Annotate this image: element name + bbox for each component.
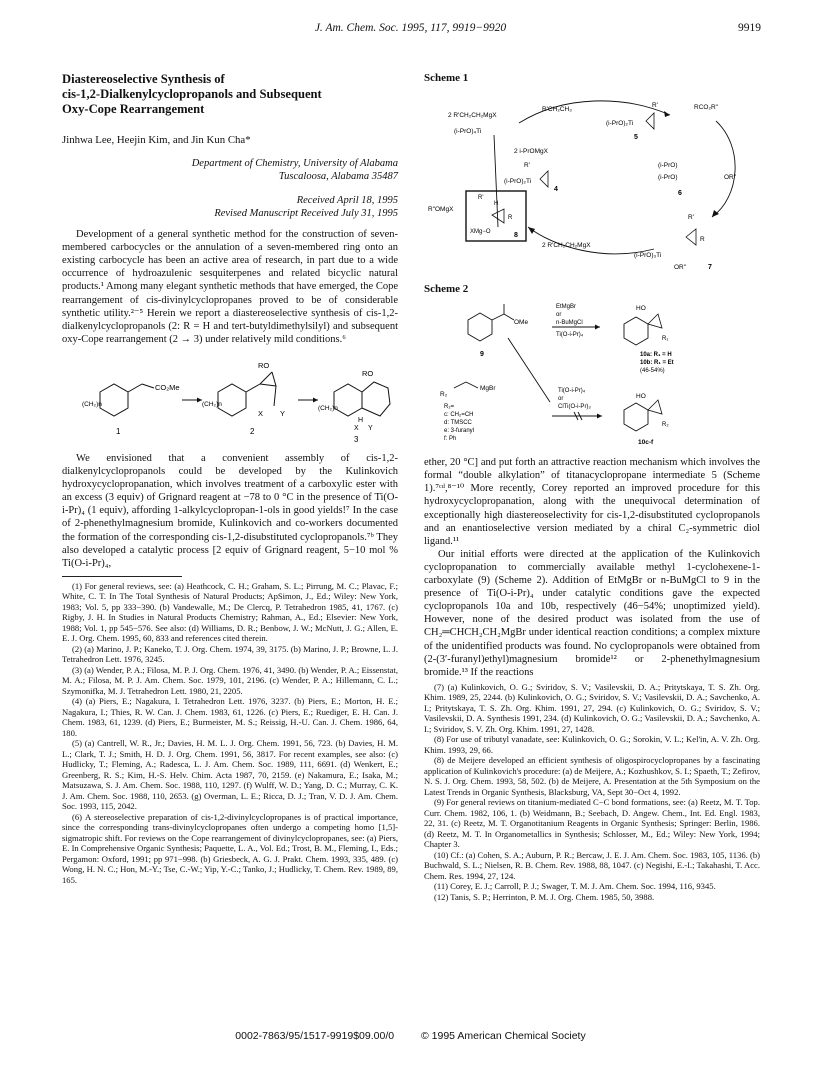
r-prime-c: R' (478, 195, 484, 202)
h-label-3: H (358, 416, 364, 424)
r2-definition: R₂= (444, 404, 455, 411)
y-label-3: Y (368, 424, 373, 432)
footnote: (9) For general reviews on titanium-mediated C−C bond formations, see: (a) Reetz, M. T. Top. Curr. Chem. 1982, 106, 1. (b) Weidmann, B.; Seebach, D. Angew. Chem., Int. Ed. Engl. 1983, 22, 31. (c) Reetz, M. T. Organotitanium Reagents in Organic Synthesis; Springer: Berlin, 1986. (d) Reetz, M. T. In Organometallics in Synthesis; Schlosser, M., Ed.; Wiley: New York, 1994; Chapter 3. (424, 797, 760, 850)
copyright: © 1995 American Chemical Society (421, 1030, 586, 1042)
footnote-rule (62, 576, 182, 577)
paragraph-4: Our initial efforts were directed at the application of the Kulinkovich cyclopropanation to commercially available methyl 1-cyclohexene-1-carboxylate (9) (Scheme 2). Addition of EtMgBr or n-BuMgCl to 9 in the presence of Ti(O-i-Pr)₄ under catalytic conditions gave the expected cyclopropanols 10a and 10b, respectively (46−54%; unoptimized yield). However, none of the desired product was isolated from the use of CH₂═CHCH₂CH₂MgBr under identical reaction conditions; a complex mixture of the unidentified products was found. No cyclopropanols were obtained from (2-(3′-furanyl)ethyl)magnesium bromide¹² or 2-phenethylmagnesium bromide.¹³ If the reactions (424, 548, 760, 678)
alkoxy-group-7: OR" (674, 264, 687, 272)
ro-label: RO (258, 360, 270, 370)
title-line-3: Oxy-Cope Rearrangement (62, 102, 205, 116)
r-label-7: R (700, 236, 705, 244)
ch2n-label-2: (CH₂)n (202, 400, 222, 408)
footnote: (6) A stereoselective preparation of cis-1,2-divinylcyclopropanes is of practical importance, since the corresponding trans-divinylcyclopropanes often undergo a competing homo [1,5]-sigmatropic shift. For reviews on the Cope rearrangement of divinylcyclopropanes, see: (a) Piers, E. In Comprehensive Organic Synthesis; Paquette, L. A., Vol. Ed.; Trost, B. M., Fleming, I., Eds.; Pergamon: Oxford, 1991; pp 971−998. (b) Griesbeck, A. G. J. Prakt. Chem. 1993, 335, 489. (c) Wong, H. N. C.; Hon, M.-Y.; Tse, C.-W.; Yip, Y.-C.; Tanko, J.; Hudlicky, T. Chem. Rev. 1989, 89, 165. (62, 811, 398, 885)
title-line-1: Diastereoselective Synthesis of (62, 72, 225, 86)
scheme-2 (424, 298, 760, 448)
footnote: (1) For general reviews, see: (a) Heathcock, C. H.; Graham, S. L.; Pirrung, M. C.; Plavac, F.; White, C. T. In The Total Synthesis of Natural Products; ApSimon, J., Ed.; Wiley: New York, 1983; Vol. 5, pp 333−390. (b) Vandewalle, M.; De Clercq, P. Tetrahedron 1985, 41, 1767. (c) Rigby, J. H. In Studies in Natural Products Chemistry; Rahman, A., Ed.; Elsevier: New York, 1988; Vol. 1, pp 545−576. See also: (d) Williams, D. R.; Benbow, J. W.; McNutt, J. G.; Allen, E. E. J. Org. Chem. 1995, 60, 833 and references cited therein. (62, 580, 398, 644)
titanacyclopropane: (i-PrO)₂Ti (606, 120, 634, 128)
compound-2 (202, 361, 285, 436)
titanium-alkoxide-7: (i-PrO)₃Ti (634, 252, 662, 260)
alkoxy-group: OR" (724, 174, 737, 182)
r-label: R (508, 215, 513, 222)
y-label: Y (280, 408, 286, 418)
compound-7-number: 7 (708, 264, 712, 272)
paragraph-1: Development of a general synthetic method for the construction of seven-membered carbocycles or the annulation of a seven-membered ring onto an existing carbocycle has been an active area of research, in part due to a wide occurrence of hydroazulenic sesquiterpenes and related bicyclic natural products.¹ Among many elegant synthetic methods that have emerged, the Cope rearrangement of cis-divinylcyclopropanes proved to be of considerable synthetic utility.²⁻⁵ Herein we report a diastereoselective synthesis of cis-1,2-dialkenylcyclopropanols (2: R = H and tert-butyldimethylsilyl) and subsequent oxy-Cope rearrangement (2 → 3) under relatively mild conditions.⁶ (62, 229, 398, 345)
footnote: (12) Tanis, S. P.; Herrinton, P. M. J. Org. Chem. 1985, 50, 3988. (434, 891, 655, 902)
compound-5-number: 5 (634, 134, 638, 142)
footnote: (4) (a) Piers, E.; Nagakura, I. Tetrahedron Lett. 1976, 3237. (b) Piers, E.; Morton, H. E.; Nagakura, I.; Thies, R. W. Can. J. Chem. 1983, 61, 1226. (c) Piers, E.; Ruediger, E. H. Can. J. Chem. 1983, 61, 1239. (d) Piers, E.; Burmeister, M. S.; Reissig, H.-U. Can. J. Chem. 1986, 64, 180. (62, 696, 398, 738)
compound-1 (82, 383, 180, 436)
condition-bumgcl: n-BuMgCl (556, 320, 583, 327)
grignard-reagent-2: 2 R'CH₂CH₂MgX (542, 242, 591, 250)
paragraph-3: ether, 20 °C] and put forth an attractive reaction mechanism which involves the formal “double alkylation” of titanacyclopropane intermediate 5 (Scheme 1).⁷ᶜᵈ,⁸⁻¹⁰ More recently, Corey reported an improved procedure for this hydroxycyclopropanation, along with the unequivocal determination of exceptionally high diastereoselectivity for cis-1,2-disubstituted cyclopropanols and an enantioselective version mediated by a chiral C₂-symmetric diol ligand.¹¹ (424, 457, 760, 547)
affiliation-line-1: Department of Chemistry, University of Alabama (191, 158, 398, 170)
condition-clti: ClTi(O-i-Pr)₃ (558, 404, 591, 411)
title-line-2: cis-1,2-Dialkenylcyclopropanols and Subsequent (62, 87, 322, 101)
substituent-c: c: CH₂=CH (444, 412, 474, 419)
product-10b: 10b: R₁ = Et (640, 360, 674, 367)
left-column (62, 72, 398, 885)
footnote: (8) For use of tributyl vanadate, see: Kulinkovich, O. G.; Sorokin, V. L.; Kel'in, A. V. Zh. Org. Khim. 1993, 29, 66. (424, 734, 760, 755)
authors: Jinhwa Lee, Heejin Kim, and Jin Kun Cha* (62, 134, 251, 146)
co2me-label: CO₂Me (155, 382, 180, 392)
revised-date: Revised Manuscript Received July 31, 1995 (214, 208, 398, 220)
compound-4-number: 4 (554, 186, 558, 194)
running-header (60, 22, 761, 38)
r-prime-a: R' (652, 102, 658, 110)
received-dates (62, 194, 398, 220)
alkane-byproduct: R'CH₂CH₃ (542, 106, 572, 114)
compound-6-number: 6 (678, 190, 682, 198)
x-label-3: X (354, 424, 359, 432)
hydroxy-label-2: HO (636, 393, 646, 401)
ch2n-label: (CH₂)n (82, 400, 102, 408)
byproduct-iprmgx: 2 i-PrOMgX (514, 148, 548, 156)
substituent-e: e: 3-furanyl (444, 428, 475, 435)
footnotes-right (424, 682, 760, 903)
condition-etmgbr: EtMgBr (556, 304, 577, 311)
article-title (62, 72, 398, 117)
affiliation (62, 157, 398, 183)
footnote: (2) (a) Marino, J. P.; Kaneko, T. J. Org. Chem. 1974, 39, 3175. (b) Marino, J. P.; Browne, L. J. Tetrahedron Lett. 1976, 3245. (62, 643, 398, 665)
footnote: (8) de Meijere developed an efficient synthesis of oligospirocyclopropanes by a fascinating application of Kulinkovich's procedure: (a) de Meijere, A.; Kozhushkov, S. I.; Spaeth, T.; Zefirov, N. S. J. Org. Chem. 1993, 58, 502. (b) de Meijere, A. Presentation at the 5th Symposium on the Latest Trends in Organic Synthesis, Blacksburg, VA, Sept 30−Oct 4, 1992. (424, 755, 760, 797)
compound-1-number: 1 (116, 426, 121, 436)
condition-ti-2: Ti(O-i-Pr)₄ (558, 388, 586, 395)
affiliation-line-2: Tuscaloosa, Alabama 35487 (278, 171, 398, 183)
footnote: (10) Cf.: (a) Cohen, S. A.; Auburn, P. R.; Bercaw, J. E. J. Am. Chem. Soc. 1983, 105, 1136. (b) Buchwald, S. L.; Nielsen, R. B. Chem. Rev. 1988, 88, 1047. (c) Negishi, E.-I.; Takahashi, T. Acc. Chem. Res. 1994, 27, 124. (424, 849, 760, 881)
page-footer (0, 1030, 821, 1042)
alkoxide-byproduct: R"OMgX (428, 206, 454, 214)
right-column (424, 72, 760, 902)
scheme-2-label: Scheme 2 (424, 283, 469, 296)
yield-label: (46-54%) (640, 368, 665, 375)
titanacycle-4: (i-PrO)₂Ti (504, 178, 532, 186)
h-label: H (494, 201, 499, 208)
page-number: 9919 (738, 22, 761, 34)
footnote: (3) (a) Wender, P. A.; Filosa, M. P. J. Org. Chem. 1976, 41, 3490. (b) Wender, P. A.; Eissenstat, M. A.; Filosa, M. P. J. Am. Chem. Soc. 1979, 101, 2196. (c) Wender, P. A.; Hillemann, C. L.; Szymonifka, M. J. Tetrahedron Lett. 1980, 21, 2205. (62, 664, 398, 696)
methoxy-label: OMe (514, 319, 529, 327)
r2-label: R₂ (440, 391, 448, 399)
ti-reagent: (i-PrO)₄Ti (454, 128, 482, 136)
mgbr-label: MgBr (480, 385, 496, 393)
footnote: (11) Corey, E. J.; Carroll, P. J.; Swager, T. M. J. Am. Chem. Soc. 1994, 116, 9345. (434, 881, 716, 892)
hydroxy-label: HO (636, 305, 646, 313)
ti-ligand-b: (i-PrO) (658, 174, 678, 182)
condition-or-1: or (556, 312, 562, 319)
ro-label-3: RO (362, 368, 374, 378)
journal-citation: J. Am. Chem. Soc. 1995, 117, 9919−9920 (314, 22, 507, 34)
magnesium-alkoxide: XMg−O (470, 229, 491, 236)
product-10a: 10a: R₁ = H (640, 352, 672, 359)
compound-3 (318, 369, 390, 444)
compound-3-number: 3 (354, 434, 359, 444)
footnote: (7) (a) Kulinkovich, O. G.; Sviridov, S. V.; Vasilevskii, D. A.; Pritytskaya, T. S. Zh. Org. Khim. 1989, 25, 2244. (b) Kulinkovich, O. G.; Sviridov, S. V.; Vasilevskii, D. A.; Savchenko, A. I.; Pritytskaya, T. S. Zh. Org. Khim. 1991, 27, 294. (c) Kulinkovich, O. G.; Sviridov, S. V.; Vasilevskii, D. A. Synthesis 1991, 234. (d) Kulinkovich, O. G.; Vasilevskii, D. A.; Savchenko, A. I.; Sviridov, S. V. Zh. Org. Khim. 1991, 27, 1428. (424, 681, 760, 734)
r2-label-product: R₂ (662, 422, 669, 429)
x-label: X (258, 408, 264, 418)
substituent-d: d: TMSCC (444, 420, 472, 427)
article-code: 0002-7863/95/1517-9919$09.00/0 (235, 1030, 395, 1042)
footnotes-left (62, 581, 398, 886)
compound-8-number: 8 (514, 232, 518, 240)
substituent-f: f: Ph (444, 436, 457, 443)
main-scheme (62, 350, 398, 446)
r1-label: R₁ (662, 336, 669, 343)
footnote: (5) (a) Cantrell, W. R., Jr.; Davies, H. M. L. J. Org. Chem. 1991, 56, 723. (b) Davies, H. M. L.; Clark, T. J.; Smith, H. D. J. Org. Chem. 1991, 56, 3817. For recent examples, see also: (c) Hudlicky, T.; Fleming, A.; Radesca, L. J. Am. Chem. Soc. 1989, 111, 6691. (d) Wenkert, E.; Greenberg, R. S.; Kim, H.-S. Helv. Chim. Acta 1987, 70, 2159. (e) Nakamura, E.; Isaka, M.; Matsuzawa, S. J. Am. Chem. Soc. 1988, 110, 1297. (f) Wulff, W. D.; Yang, D. C.; Murray, C. K. J. Am. Chem. Soc. 1988, 110, 2653. (g) Overman, L. E.; Ricca, D. J.; Tran, V. D. J. Am. Chem. Soc. 1993, 115, 2042. (62, 738, 398, 812)
scheme-1 (424, 87, 760, 277)
paragraph-2: We envisioned that a convenient assembly of cis-1,2-dialkenylcyclopropanols could be developed by the Kulinkovich hydroxycyclopropanation, which involves treatment of a carboxylic ester with an excess (3 equiv) of Grignard reagent at −78 to 0 °C in the presence of Ti(O-i-Pr)₄ (1 equiv), affording 1-alkylcyclopropan-1-ols in good yields!⁷ In the case of 2-phenethylmagnesium bromide, Kulinkovich and co-workers documented the formation of the corresponding cis-1,2-disubstituted cyclopropanols.⁷ᵇ They also developed a catalytic process [2 equiv of Grignard reagent, 5−10 mol % Ti(O-i-Pr)₄, (62, 452, 398, 569)
ti-ligand-a: (i-PrO) (658, 162, 678, 170)
received-date: Received April 18, 1995 (296, 195, 398, 207)
compound-10cf-number: 10c-f (638, 439, 654, 447)
grignard-reagent: 2 R'CH₂CH₂MgX (448, 112, 497, 120)
ch2n-label-3: (CH₂)n (318, 404, 338, 412)
scheme-1-label: Scheme 1 (424, 72, 469, 84)
condition-ti-1: Ti(O-i-Pr)₄ (556, 332, 584, 339)
r-prime-b: R' (524, 162, 530, 170)
condition-or-2: or (558, 396, 564, 403)
r-prime-d: R' (688, 214, 694, 222)
ester-reagent: RCO₂R" (694, 104, 718, 112)
compound-2-number: 2 (250, 426, 255, 436)
compound-9-number: 9 (480, 351, 484, 359)
